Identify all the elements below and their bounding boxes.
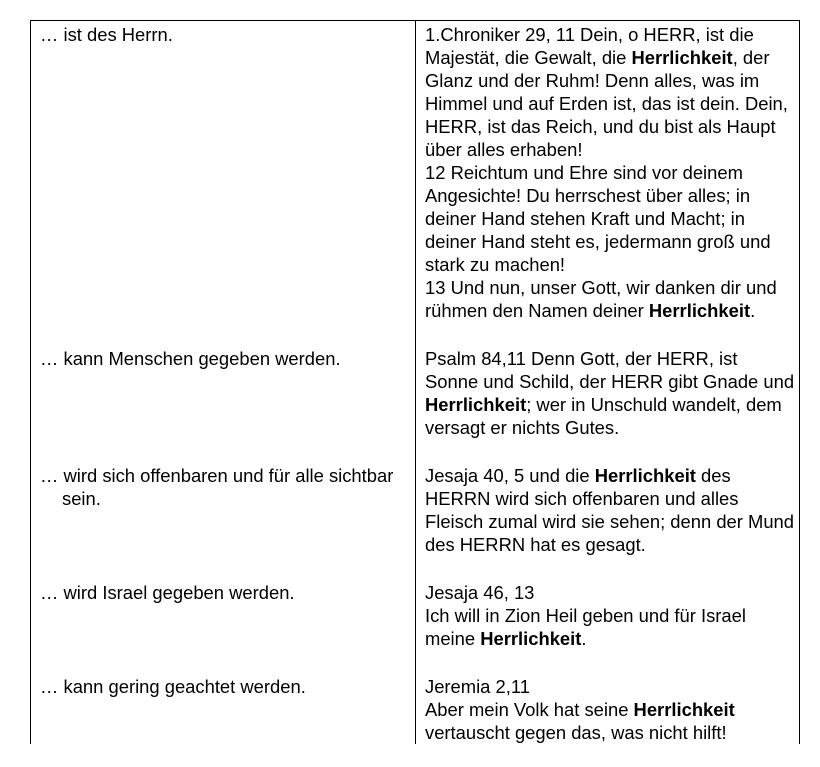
row-spacer [31, 556, 800, 579]
content-table [30, 20, 800, 744]
spacer-cell [31, 650, 416, 673]
verse-text: Psalm 84,11 Denn Gott, der HERR, ist Sonne und Schild, der HERR gibt Gnade und [425, 348, 795, 392]
spacer-cell [31, 322, 416, 345]
verse-cell [416, 462, 800, 556]
verse-line [425, 23, 795, 161]
verse-cell [416, 579, 800, 650]
verse-text: Jesaja 40, 5 und die [425, 465, 595, 486]
topic-cell [31, 345, 416, 439]
verse-text: 12 Reichtum und Ehre sind vor deinem Angesichte! Du herrschest über alles; in deiner Hand stehen Kraft und Macht; in deiner Hand steht es, jedermann groß und stark zu machen! [425, 162, 771, 275]
verse-cell [416, 673, 800, 744]
highlight-word: Herrlichkeit [648, 300, 751, 321]
verse-cell [416, 345, 800, 439]
verse-line [425, 276, 795, 322]
table-row [31, 345, 800, 439]
topic-text: … kann gering geachtet werden. [40, 676, 306, 697]
verse-text: , der Glanz und der Ruhm! Denn alles, was im Himmel und auf Erden ist, das ist dein. Dein, HERR, ist das Reich, und du bist als Haupt über alles erhaben! [425, 47, 788, 160]
verse-line [425, 161, 795, 276]
verse-text: Aber mein Volk hat seine [425, 699, 634, 720]
table-row [31, 21, 800, 323]
verse-cell [416, 21, 800, 323]
verse-text: . [581, 628, 587, 649]
highlight-word: Herrlichkeit [594, 465, 696, 486]
table-row [31, 579, 800, 650]
highlight-word: Herrlichkeit [480, 628, 582, 649]
verse-text: des HERRN wird sich offenbaren und alles Fleisch zumal wird sie sehen; denn der Mund des HERRN hat es gesagt. [425, 465, 795, 555]
verse-line [425, 604, 795, 650]
topic-cell [31, 462, 416, 556]
topic-cell [31, 21, 416, 323]
verse-line [425, 347, 795, 439]
verse-line [425, 464, 795, 556]
highlight-word: Herrlichkeit [425, 394, 527, 415]
row-spacer [31, 439, 800, 462]
spacer-cell [416, 322, 800, 345]
highlight-word: Herrlichkeit [633, 699, 735, 720]
spacer-cell [31, 556, 416, 579]
spacer-cell [416, 556, 800, 579]
row-spacer [31, 322, 800, 345]
verse-text: Ich will in Zion Heil geben und für Israel meine [425, 605, 746, 649]
topic-text: … wird sich offenbaren und für alle sichtbar sein. [40, 465, 394, 509]
topic-text: … wird Israel gegeben werden. [40, 582, 295, 603]
verse-text: Jesaja 46, 13 [425, 582, 535, 603]
verse-line [425, 698, 795, 744]
verse-text: vertauscht gegen das, was nicht hilft! [425, 722, 727, 743]
table-row [31, 673, 800, 744]
verse-text: ; wer in Unschuld wandelt, dem versagt er nichts Gutes. [425, 394, 782, 438]
table-row [31, 462, 800, 556]
highlight-word: Herrlichkeit [631, 47, 733, 68]
verse-line [425, 581, 795, 604]
topic-text: … kann Menschen gegeben werden. [40, 348, 341, 369]
verse-text: Jeremia 2,11 [425, 676, 530, 697]
table-body [31, 21, 800, 745]
verse-text: 13 Und nun, unser Gott, wir danken dir und rühmen den Namen deiner [425, 277, 777, 321]
row-spacer [31, 650, 800, 673]
topic-cell [31, 579, 416, 650]
verse-line [425, 675, 795, 698]
spacer-cell [416, 650, 800, 673]
spacer-cell [416, 439, 800, 462]
verse-text: . [750, 300, 756, 321]
verse-text: 1.Chroniker 29, 11 Dein, o HERR, ist die Majestät, die Gewalt, die [425, 24, 754, 68]
topic-cell [31, 673, 416, 744]
topic-text: … ist des Herrn. [40, 24, 173, 45]
spacer-cell [31, 439, 416, 462]
